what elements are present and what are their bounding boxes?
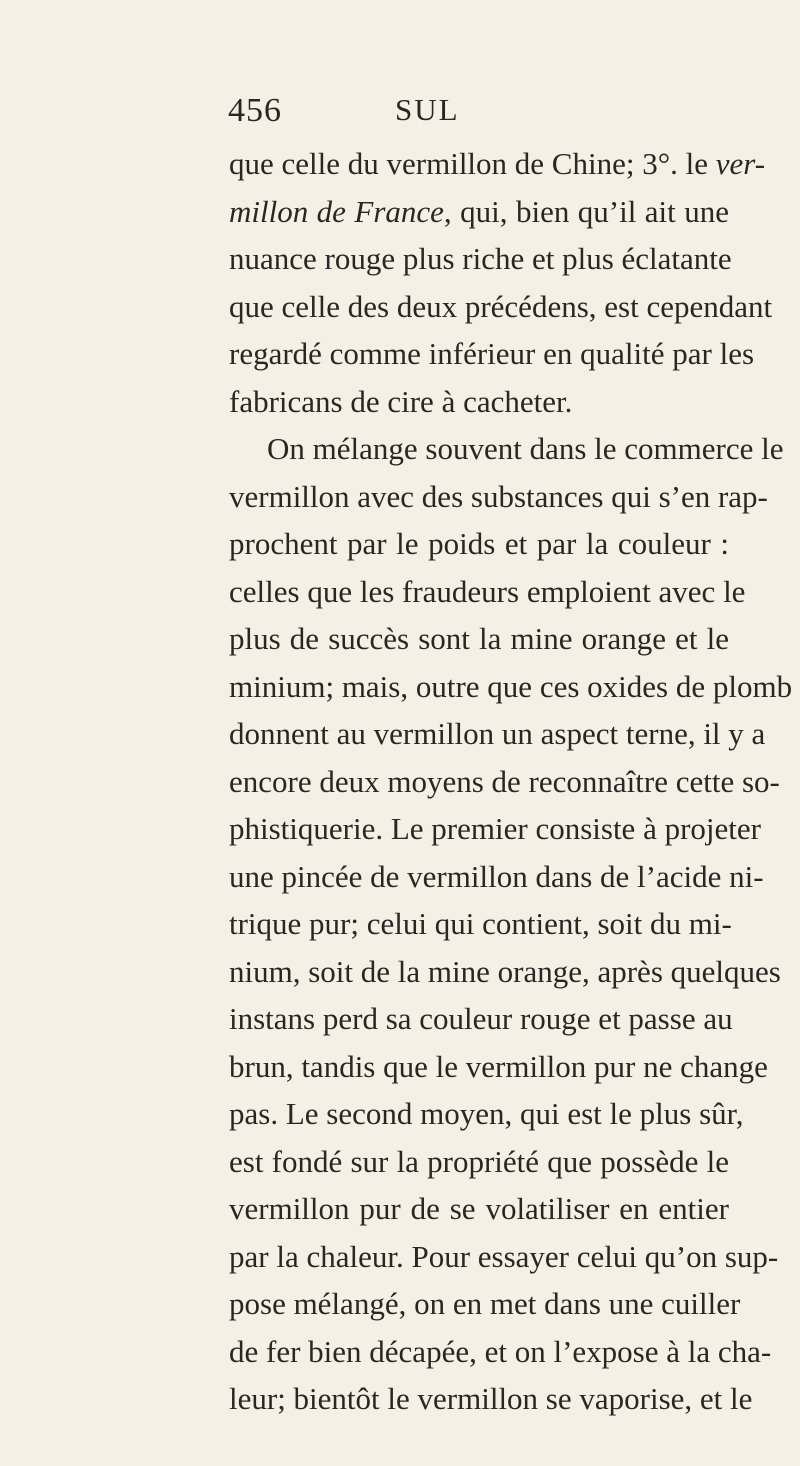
body-text (229, 140, 793, 1423)
text-line: phistiquerie. Le premier consiste à projeter (229, 811, 761, 846)
page-header (0, 92, 800, 136)
text-run: , qui, bien qu’il ait une (443, 193, 729, 229)
text-line: minium; mais, outre que ces oxides de plomb (229, 668, 793, 704)
text-line (229, 188, 729, 236)
italic-run: millon de France (229, 193, 444, 229)
text-line: donnent au vermillon un aspect terne, il y a (229, 716, 766, 751)
text-line: On mélange souvent dans le commerce le (267, 431, 784, 466)
text-line: pose mélangé, on en met dans une cuiller (229, 1286, 741, 1321)
text-line: prochent par le poids et par la couleur : (229, 526, 729, 561)
text-line: une pincée de vermillon dans de l’acide ni- (229, 858, 764, 894)
text-line: trique pur; celui qui contient, soit du mi- (229, 906, 732, 941)
text-line: de fer bien décapée, et on l’expose à la cha- (229, 1333, 772, 1369)
text-line (229, 140, 766, 188)
text-line: que celle des deux précédens, est cependant (229, 288, 773, 324)
text-line: fabricans de cire à cacheter. (229, 383, 573, 419)
text-line: pas. Le second moyen, qui est le plus sûr, (229, 1096, 744, 1131)
text-line: instans perd sa couleur rouge et passe au (229, 1001, 733, 1036)
text-line: leur; bientôt le vermillon se vaporise, et le (229, 1381, 753, 1416)
page-number: 456 (228, 92, 282, 129)
text-line: par la chaleur. Pour essayer celui qu’on sup- (229, 1238, 779, 1274)
text-line: nuance rouge plus riche et plus éclatante (229, 241, 732, 276)
text-run: que celle du vermillon de Chine; 3°. le (229, 146, 716, 181)
text-line: est fondé sur la propriété que possède le (229, 1143, 729, 1179)
text-line: vermillon avec des substances qui s’en rap- (229, 478, 768, 514)
text-line: nium, soit de la mine orange, après quelques (229, 953, 781, 989)
text-line: encore deux moyens de reconnaître cette so- (229, 763, 780, 799)
text-line: brun, tandis que le vermillon pur ne change (229, 1048, 768, 1084)
text-line: plus de succès sont la mine orange et le (229, 621, 729, 656)
italic-run: ver- (715, 146, 766, 181)
running-head: SUL (395, 92, 460, 127)
text-line: celles que les fraudeurs emploient avec le (229, 573, 746, 609)
text-line: regardé comme inférieur en qualité par les (229, 336, 755, 371)
text-line: vermillon pur de se volatiliser en entier (229, 1191, 729, 1226)
